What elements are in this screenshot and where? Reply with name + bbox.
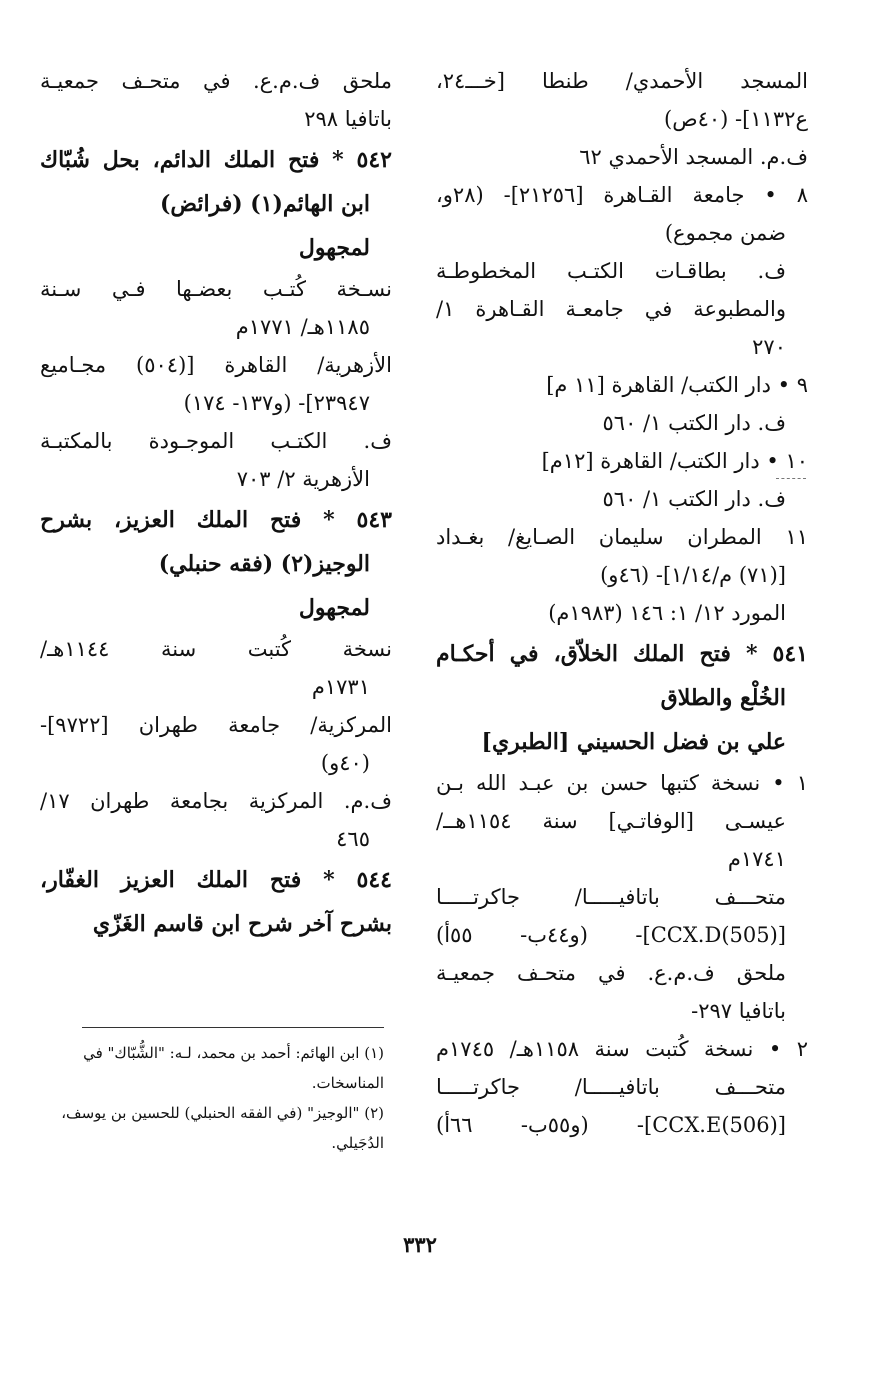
scan-artifact <box>776 478 806 479</box>
text-line: ف. دار الكتب ١/ ٥٦٠ <box>602 487 786 511</box>
text-line: ملحق ف.م.ع. في متحـف جمعيـة <box>40 69 392 93</box>
text-line: متحـــف باتافيـــــا/ جاكرتـــــا <box>436 885 786 909</box>
entry-author: علي بن فضل الحسيني [الطبري] <box>481 729 786 755</box>
text-line: ٢٧٠ <box>752 335 786 359</box>
text-line: ف. دار الكتب ١/ ٥٦٠ <box>602 411 786 435</box>
text-line: المركزية/ جامعة طهران [٩٧٢٢]- <box>40 713 392 737</box>
text-line: متحـــف باتافيـــــا/ جاكرتـــــا <box>436 1075 786 1099</box>
page-number: ٣٣٢ <box>403 1232 437 1257</box>
list-item: ١١ المطران سليمان الصـايغ/ بغـداد <box>436 525 808 549</box>
entry-title: بشرح آخر شرح ابن قاسم الغَزّي <box>92 911 392 937</box>
text-line: نسـخة كُتـب بعضـها فـي سـنة <box>40 277 392 301</box>
text-line: ضمن مجموع) <box>664 221 786 245</box>
text-line: باتافيا ٢٩٧- <box>691 999 786 1023</box>
text-line: ملحق ف.م.ع. في متحـف جمعيـة <box>436 961 786 985</box>
left-column <box>40 62 392 946</box>
text-line: ١٧٣١م <box>311 675 370 699</box>
text-line: ف.م. المركزية بجامعة طهران ١٧/ <box>40 789 392 813</box>
entry-title: ٥٤٤ * فتح الملك العزيز الغفّار، <box>40 867 392 893</box>
footnote-1: (١) ابن الهائم: أحمد بن محمد، لـه: "الشُّبّاك" في <box>83 1044 384 1062</box>
text-line: [(505)CCX.D]- (و٤٤ب- ٥٥أ) <box>436 923 786 947</box>
text-line: والمطبوعة في جامعـة القـاهرة ١/ <box>436 297 786 321</box>
text-line: باتافيا ٢٩٨ <box>304 107 392 131</box>
text-line: نسخة كُتبت سنة ١١٤٤هـ/ <box>40 637 392 661</box>
footnote-2: (٢) "الوجيز" (في الفقه الحنبلي) للحسين بن يوسف، <box>61 1104 384 1122</box>
text-line: ١١٨٥هـ/ ١٧٧١م <box>235 315 370 339</box>
text-line: ٤٦٥ <box>336 827 370 851</box>
text-line: ف.م. المسجد الأحمدي ٦٢ <box>579 145 808 169</box>
footnote-divider <box>82 1027 384 1028</box>
list-item: ٨ • جامعة القـاهرة [٢١٢٥٦]- (٢٨و، <box>436 183 808 207</box>
entry-author: لمجهول <box>298 595 370 621</box>
entry-author: لمجهول <box>298 235 370 261</box>
text-line: الأزهرية/ القاهرة [(٥٠٤) مجـاميع <box>40 353 392 377</box>
footnotes <box>40 1038 384 1158</box>
text-line: المورد ١٢/ ١: ١٤٦ (١٩٨٣م) <box>548 601 786 625</box>
text-line: ف. بطاقـات الكتـب المخطوطـة <box>436 259 786 283</box>
entry-title: الوجيز(٢) (فقه حنبلي) <box>158 551 370 577</box>
list-item: ٢ • نسخة كُتبت سنة ١١٥٨هـ/ ١٧٤٥م <box>436 1037 809 1061</box>
text-line: ٢٣٩٤٧]- (و١٣٧- ١٧٤) <box>183 391 370 415</box>
text-line: [(506)CCX.E]- (و٥٥ب- ٦٦أ) <box>436 1113 786 1137</box>
list-item: ١٠ • دار الكتب/ القاهرة [١٢م] <box>541 449 808 473</box>
text-line: عيسـى [الوفاتـي] سنة ١١٥٤هــ/ <box>436 809 786 833</box>
footnote-1-cont: المناسخات. <box>311 1074 384 1092</box>
entry-title: ابن الهائم(١) (فرائض) <box>159 191 370 217</box>
entry-title: الخُلْع والطلاق <box>660 685 786 711</box>
entry-title: ٥٤٢ * فتح الملك الدائم، بحل شُبّاك <box>40 147 392 173</box>
text-line: ١٧٤١م <box>727 847 786 871</box>
text-line: الأزهرية ٢/ ٧٠٣ <box>236 467 370 491</box>
entry-title: ٥٤٣ * فتح الملك العزيز، بشرح <box>40 507 392 533</box>
text-line: (٤٠و) <box>320 751 370 775</box>
right-column <box>436 62 808 1144</box>
footnote-2-cont: الدُجَيلي. <box>331 1134 384 1152</box>
text-line: ف. الكتـب الموجـودة بالمكتبـة <box>40 429 392 453</box>
list-item: ١ • نسخة كتبها حسن بن عبـد الله بـن <box>436 771 808 795</box>
text-line: [(٧١) م/١/١٤]- (٤٦و) <box>600 563 786 587</box>
text-line: ع١١٣٢]- (٤٠ص) <box>664 107 808 131</box>
entry-title: ٥٤١ * فتح الملك الخلاّق، في أحكـام <box>436 641 808 667</box>
text-line: المسجد الأحمدي/ طنطا [خـــ٢٤، <box>436 69 808 93</box>
list-item: ٩ • دار الكتب/ القاهرة [١١ م] <box>546 373 808 397</box>
